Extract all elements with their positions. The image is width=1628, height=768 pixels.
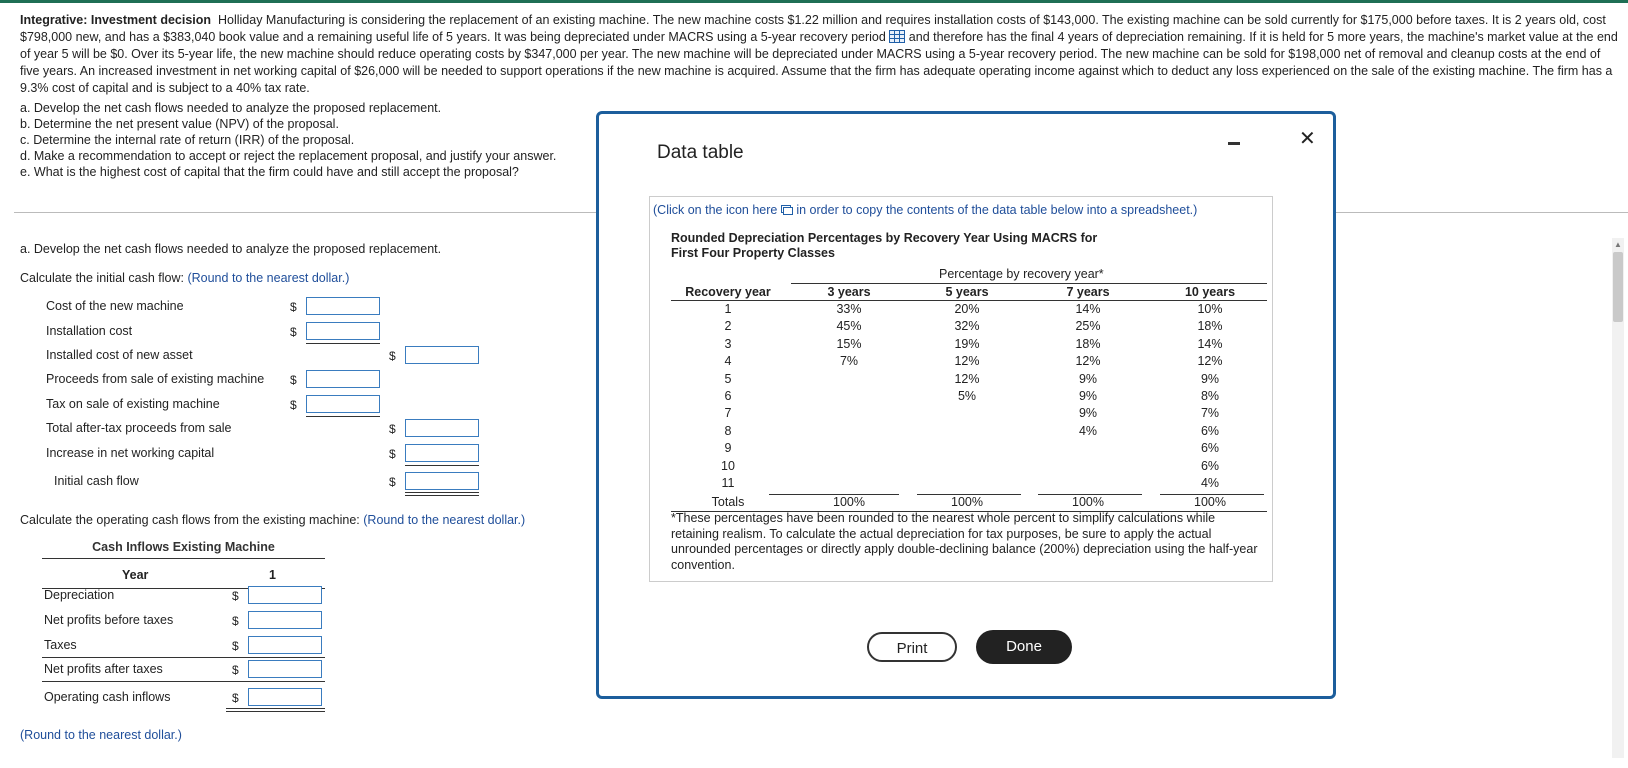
col-10-years: 10 years (1184, 285, 1236, 299)
percentage-cell: 45% (836, 319, 862, 334)
recovery-year-cell: 6 (724, 389, 732, 403)
table-title-line1: Rounded Depreciation Percentages by Recovery Year Using MACRS for (671, 231, 1098, 245)
percentage-cell: 12% (954, 371, 980, 386)
percentage-cell: 9% (1200, 371, 1220, 386)
percentage-cell: 33% (836, 302, 862, 316)
minimize-icon[interactable] (1228, 142, 1240, 145)
row-label: Initial cash flow (54, 474, 139, 488)
initial-cash-flow-label (20, 271, 349, 285)
row-label: Tax on sale of existing machine (46, 397, 220, 411)
recovery-year-cell: 5 (724, 371, 732, 386)
double-underline (405, 492, 479, 493)
row-label: Installed cost of new asset (46, 348, 193, 362)
percentage-cell: 6% (1200, 423, 1220, 438)
percentage-header: Percentage by recovery year* (939, 267, 1104, 281)
percentage-cell: 18% (1075, 336, 1101, 351)
percentage-cell: 14% (1075, 302, 1101, 316)
percentage-cell: 7% (839, 354, 859, 369)
recovery-year-cell: 10 (721, 458, 735, 473)
sum-underline (306, 343, 380, 344)
copy-note (653, 203, 1197, 217)
percentage-cell: 12% (1197, 354, 1223, 369)
row-label: Total after-tax proceeds from sale (46, 421, 232, 435)
recovery-year-cell: 9 (724, 441, 732, 456)
copy-to-spreadsheet-icon[interactable] (781, 204, 793, 213)
problem-text-2: and therefore has the final 4 years of depreciation remaining. If it is held for 5 more years, the machine's market value at the end of year 5 will be $0. Over its 5-year life, the new machine should reduce operating costs by $347,000 per year. The new machine will be depreciated under MACRS using a 5-year recovery period. The new machine can be sold for $198,000 net of removal and cleanup costs at the end of five years. An increased investment in net working capital of $26,000 will be needed to support operations if the new machine is acquired. Assume that the firm has adequate operating income against which to deduct any loss experienced on the sale of the existing machine. The firm has a 9.3% cost of capital and is subject to a 40% tax rate. (20, 30, 1618, 95)
close-icon[interactable]: ✕ (1299, 128, 1316, 150)
ci-npbt-input[interactable] (248, 611, 322, 629)
percentage-cell: 19% (954, 336, 980, 351)
cost-new-machine-input[interactable] (306, 297, 380, 315)
percentage-cell: 12% (1075, 354, 1101, 369)
recovery-year-cell: 4 (724, 354, 732, 369)
percentage-cell: 4% (1200, 476, 1220, 490)
scroll-thumb[interactable] (1613, 252, 1623, 322)
percentage-cell: 10% (1197, 302, 1223, 316)
recovery-year-cell: 11 (721, 476, 735, 490)
dollar-sign: $ (389, 349, 396, 363)
problem-title: Integrative: Investment decision (20, 13, 212, 27)
done-button[interactable]: Done (976, 630, 1072, 664)
percentage-cell: 6% (1200, 458, 1220, 473)
total-cell: 100% (1194, 495, 1226, 510)
initial-label-text: Calculate the initial cash flow: (20, 271, 184, 285)
operating-cash-flow-label (20, 513, 525, 527)
percentage-cell: 18% (1197, 319, 1223, 334)
row-label: Proceeds from sale of existing machine (46, 372, 265, 386)
percentage-cell: 4% (1078, 423, 1098, 438)
copy-note-after: in order to copy the contents of the data table below into a spreadsheet.) (796, 203, 1198, 217)
dollar-sign: $ (389, 475, 396, 489)
total-cell: 100% (1072, 495, 1104, 510)
double-underline (226, 711, 325, 712)
installed-cost-input[interactable] (405, 346, 479, 364)
tax-on-sale-input[interactable] (306, 395, 380, 413)
net-working-capital-input[interactable] (405, 444, 479, 462)
copy-note-before: (Click on the icon here (653, 203, 778, 217)
ci-taxes-input[interactable] (248, 636, 322, 654)
double-underline (226, 708, 325, 709)
row-label: Net profits before taxes (44, 613, 174, 627)
recovery-year-cell: 7 (724, 406, 732, 421)
percentage-cell: 6% (1200, 441, 1220, 456)
total-cell: 100% (833, 495, 865, 510)
col-3-years: 3 years (827, 285, 871, 299)
total-cell: 100% (951, 495, 983, 510)
row-label: Depreciation (44, 588, 115, 602)
percentage-cell: 12% (954, 354, 980, 369)
modal-title: Data table (657, 142, 744, 163)
dollar-sign: $ (232, 614, 239, 628)
sum-underline (306, 416, 380, 417)
dollar-sign: $ (389, 447, 396, 461)
recovery-year-cell: 8 (724, 423, 732, 438)
totals-label: Totals (711, 495, 745, 510)
round-note: (Round to the nearest dollar.) (363, 513, 526, 527)
dollar-sign: $ (389, 422, 396, 436)
dollar-sign: $ (232, 589, 239, 603)
col-recovery-year: Recovery year (685, 285, 771, 299)
percentage-cell: 15% (836, 336, 862, 351)
proceeds-sale-input[interactable] (306, 370, 380, 388)
ci-operating-inflows-input[interactable] (248, 688, 322, 706)
percentage-cell: 8% (1200, 389, 1220, 403)
row-underline (42, 681, 325, 682)
percentage-cell: 9% (1078, 371, 1098, 386)
part-d: d. Make a recommendation to accept or reject the replacement proposal, and justify your answer. (20, 149, 557, 163)
dollar-sign: $ (290, 398, 297, 412)
percentage-cell: 25% (1075, 319, 1101, 334)
year-label: Year (122, 568, 149, 582)
part-e: e. What is the highest cost of capital that the firm could have and still accept the proposal? (20, 165, 519, 179)
year-value: 1 (269, 568, 276, 582)
dollar-sign: $ (290, 325, 297, 339)
sum-underline (405, 465, 479, 466)
data-table-modal (596, 111, 1336, 699)
initial-cash-flow-input[interactable] (405, 472, 479, 490)
operating-label-text: Calculate the operating cash flows from the existing machine: (20, 513, 360, 527)
part-a: a. Develop the net cash flows needed to analyze the proposed replacement. (20, 101, 442, 115)
row-label: Taxes (44, 638, 77, 652)
recovery-year-cell: 1 (724, 302, 732, 316)
dollar-sign: $ (232, 691, 239, 705)
part-c: c. Determine the internal rate of return (IRR) of the proposal. (20, 133, 355, 147)
cash-inflows-heading: Cash Inflows Existing Machine (42, 540, 325, 559)
percentage-cell: 5% (957, 389, 977, 403)
ci-npat-input[interactable] (248, 660, 322, 678)
data-table-icon[interactable] (889, 30, 905, 43)
problem-parts (20, 100, 556, 180)
table-title (671, 231, 1097, 261)
footnote: *These percentages have been rounded to the nearest whole percent to simplify calculations while retaining realism. To calculate the actual depreciation for tax purposes, be sure to apply the actual unrounded percentages or directly apply double-declining balance (200%) depreciation using the half-year convention. (671, 511, 1258, 572)
row-label: Net profits after taxes (44, 662, 163, 676)
dollar-sign: $ (232, 639, 239, 653)
installation-cost-input[interactable] (306, 322, 380, 340)
ci-depreciation-input[interactable] (248, 586, 322, 604)
row-label: Cost of the new machine (46, 299, 184, 313)
col-7-years: 7 years (1066, 285, 1110, 299)
percentage-cell: 9% (1078, 406, 1098, 421)
row-label: Operating cash inflows (44, 690, 171, 704)
scrollbar[interactable] (1612, 238, 1624, 758)
col-5-years: 5 years (945, 285, 989, 299)
percentage-cell: 32% (954, 319, 980, 334)
problem-statement (20, 12, 1620, 97)
percentage-cell: 7% (1200, 406, 1220, 421)
recovery-year-cell: 3 (724, 336, 732, 351)
row-label: Increase in net working capital (46, 446, 215, 460)
problem-text-1: Holliday Manufacturing is considering the replacement of an existing machine. The new machine costs $1.22 million and requires installation costs of $143,000. The existing machine can be sold currently for $175,000 before taxes. It is 2 years old, cost $798,000 new, and has a $383,040 book value and a remaining useful life of 5 years. It was being depreciated under MACRS using a 5-year recovery period (20, 13, 1606, 44)
recovery-year-cell: 2 (724, 319, 732, 334)
print-button[interactable]: Print (867, 632, 957, 662)
total-after-tax-input[interactable] (405, 419, 479, 437)
dollar-sign: $ (290, 300, 297, 314)
top-accent-bar (0, 0, 1628, 3)
percentage-cell: 20% (954, 302, 980, 316)
percentage-cell: 9% (1078, 389, 1098, 403)
column-header-rule (671, 300, 1267, 301)
part-a-title: a. Develop the net cash flows needed to analyze the proposed replacement. (20, 242, 442, 256)
row-underline (42, 657, 325, 658)
part-b: b. Determine the net present value (NPV) of the proposal. (20, 117, 339, 131)
dollar-sign: $ (232, 663, 239, 677)
round-note: (Round to the nearest dollar.) (187, 271, 350, 285)
table-title-line2: First Four Property Classes (671, 246, 835, 260)
bottom-round-note: (Round to the nearest dollar.) (20, 728, 182, 742)
data-table-box (649, 196, 1273, 582)
row-label: Installation cost (46, 324, 133, 338)
dollar-sign: $ (290, 373, 297, 387)
scroll-up-icon[interactable]: ▲ (1614, 240, 1622, 249)
header-rule (791, 283, 1267, 284)
double-underline (405, 495, 479, 496)
percentage-cell: 14% (1197, 336, 1223, 351)
